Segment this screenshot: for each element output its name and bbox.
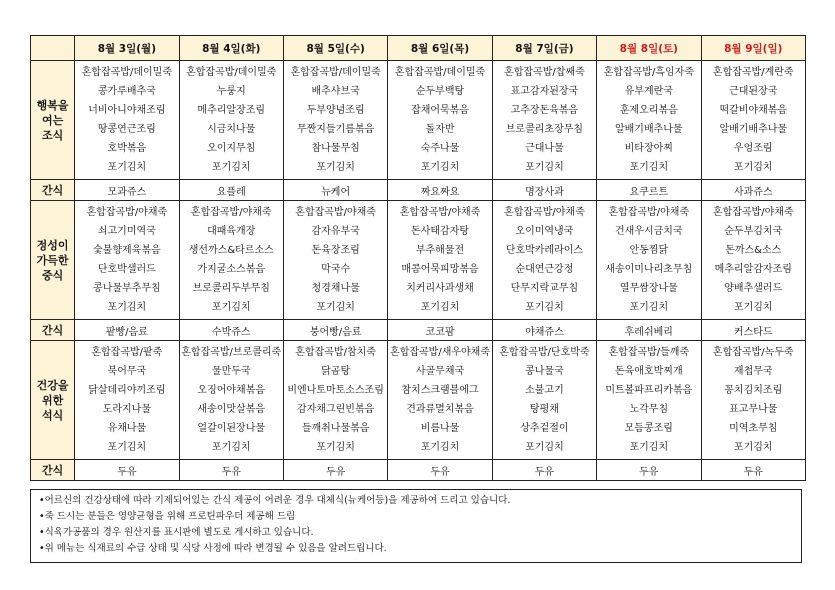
dish-item: 포기김치 [525,302,564,313]
snack-cell: 요쿠르트 [597,180,701,201]
dish-item: 얼갈이된장나물 [197,423,266,434]
meal-cell [492,341,596,460]
dish-item: 근대된장국 [729,86,778,97]
dish-item: 포기김치 [629,302,669,313]
dish-item: 비름나물 [420,423,460,434]
dish-item: 닭곰탕 [321,366,351,377]
note-line: •죽 드시는 분들은 영양균형을 위해 프로틴파우더 제공해 드림 [39,511,296,522]
corner-cell [31,36,75,61]
snack-cell: 후레쉬베리 [597,320,701,341]
snack-label: 간식 [31,180,75,201]
meal-cell [597,61,701,180]
day-header: 8월 5일(수) [283,36,387,61]
dish-item: 혼합잡곡밥/야채죽 [399,207,481,218]
dish-item: 혼합잡곡밥/야채죽 [504,207,585,218]
meal-cell [179,341,283,460]
dish-item: 혼합잡곡밥/단호박죽 [499,347,590,358]
meal-cell [179,61,283,180]
dish-item: 콩나물부추무침 [93,283,161,294]
dish-item: 비타장아찌 [624,143,673,154]
meal-label-line: 건강을 [36,378,69,392]
dish-item: 오이지무침 [207,143,256,154]
dish-item: 알배기배추나물 [614,124,683,135]
dish-item: 포기김치 [733,442,773,453]
dish-item: 돈육애호박찌개 [614,366,683,377]
snack-cell: 두유 [75,460,179,481]
meal-cell [75,201,179,320]
dish-item: 순두부김치국 [724,226,783,237]
meal-label-line: 가득한 [36,253,69,267]
dish-item: 참치스크램블에그 [401,385,479,396]
snack-cell: 두유 [597,460,701,481]
dish-item: 순두부백탕 [415,86,465,97]
dish-item: 혼합잡곡밥/찹쌔죽 [504,67,585,78]
dish-item: 단호박카레라이스 [505,245,584,256]
dish-item: 혼합잡곡밥/데이밀죽 [186,67,277,78]
snack-cell: 커스타드 [701,320,806,341]
dish-item: 포기김치 [420,302,460,313]
dish-item: 혼합잡곡밥/데이밀죽 [290,67,381,78]
dish-item: 포기김치 [107,442,147,453]
snack-cell: 야채쥬스 [492,320,596,341]
meal-cell [388,61,492,180]
dish-item: 너비아니야채조림 [88,105,166,116]
dish-item: 돈육장조림 [311,245,360,256]
dish-item: 고추장돈육볶음 [510,105,579,116]
dish-item: 떡갈비야채볶음 [719,105,788,116]
snack-label: 간식 [31,460,75,481]
meal-label-line: 여는 [41,113,64,127]
dish-item: 포기김치 [629,162,669,173]
dish-item: 혼합잡곡밥/데이밀죽 [81,67,172,78]
dish-item: 순대연근강정 [515,264,574,275]
snack-cell: 요플레 [179,180,283,201]
dish-item: 혼합잡곡밥/새우야채죽 [390,347,491,358]
dish-item: 매콤어묵피망볶음 [401,264,479,275]
meal-cell [701,61,806,180]
dish-item: 모듬콩조림 [624,423,673,434]
dish-item: 무짠지들기름볶음 [296,124,375,135]
dish-item: 부추해물전 [415,245,465,256]
dish-item: 오이미역냉국 [515,226,574,237]
dish-item: 잡채어묵볶음 [411,105,469,116]
dish-item: 꽁치김치조림 [724,385,783,396]
dish-item: 새송이맛살볶음 [197,404,266,415]
meal-label-line: 석식 [41,408,64,422]
dish-item: 대패육개장 [207,226,256,237]
dish-item: 감자유부국 [311,226,360,237]
dish-item: 혼합잡곡밥/팥죽 [91,347,163,358]
dish-item: 감자채그린빈볶음 [296,404,375,415]
dish-item: 콩나물국 [525,366,564,377]
snack-label: 간식 [31,320,75,341]
meal-label [31,61,75,180]
dish-item: 포기김치 [420,442,460,453]
dish-item: 미트볼파프리카볶음 [605,385,693,396]
dish-item: 브로콜리초장무침 [505,124,584,135]
dish-item: 숙주나물 [420,143,460,154]
snack-cell: 코코팜 [388,320,492,341]
dish-item: 알배기배추나물 [719,124,788,135]
snack-cell: 모과쥬스 [75,180,179,201]
meal-label [31,341,75,460]
dish-item: 혼합잡곡밥/야채죽 [712,207,794,218]
meal-label-line: 정성이 [36,238,69,252]
meal-row [31,201,806,320]
dish-item: 포기김치 [211,302,251,313]
dish-item: 안동찜닭 [629,245,669,256]
dish-item: 노각무침 [629,404,669,415]
snack-cell: 사과쥬스 [701,180,806,201]
dish-item: 오징어야채볶음 [197,385,266,396]
dish-item: 혼합잡곡밥/야채죽 [190,207,272,218]
snack-cell: 두유 [283,460,387,481]
weekly-menu-table [30,35,806,481]
meal-cell [179,201,283,320]
day-header: 8월 3일(월) [75,36,179,61]
dish-item: 북어무국 [107,366,147,377]
note-line: •어르신의 건강상태에 따라 기제되어있는 간식 제공이 어려운 경우 대체식(뉴케어등)을 제공하여 드리고 있습니다. [39,495,511,506]
dish-item: 훈제오리볶음 [619,105,678,116]
dish-item: 돈사태감자탕 [411,226,469,237]
day-header: 8월 6일(목) [388,36,492,61]
dish-item: 단무지락교무침 [510,283,579,294]
dish-item: 들깨취나물볶음 [301,423,370,434]
dish-item: 호박볶음 [107,143,147,154]
dish-item: 쇠고기미역국 [97,226,156,237]
meal-cell [283,341,387,460]
dish-item: 혼합잡곡밥/야채죽 [295,207,376,218]
dish-item: 유부계란국 [624,86,673,97]
dish-item: 포기김치 [107,162,147,173]
dish-item: 배추샤브국 [311,86,360,97]
meal-row [31,341,806,460]
meal-label-line: 위한 [41,393,64,407]
dish-item: 참나물무침 [311,143,360,154]
day-header-holiday: 8월 8일(토) [597,36,701,61]
dish-item: 탕평채 [529,404,559,415]
dish-item: 혼합잡곡밥/녹두죽 [712,347,794,358]
dish-item: 두부양념조림 [306,105,365,116]
snack-cell: 팥빵/음료 [75,320,179,341]
meal-cell [283,201,387,320]
dish-item: 포기김치 [316,162,355,173]
dish-item: 닭살데리야끼조림 [88,385,166,396]
dish-item: 메추리알장조림 [197,105,266,116]
meal-cell [701,341,806,460]
meal-label [31,201,75,320]
dish-item: 숯불향제육볶음 [93,245,161,256]
day-header: 8월 4일(화) [179,36,283,61]
snack-row [31,460,806,481]
meal-cell [492,201,596,320]
meal-label-line: 행복을 [36,98,69,112]
dish-item: 근대나물 [525,143,564,154]
dish-item: 콩가루배추국 [97,86,156,97]
dish-item: 메추리알감자조림 [714,264,792,275]
dish-item: 비엔나토마토소스조림 [287,385,384,396]
dish-item: 생선까스&타르소스 [188,245,274,256]
dish-item: 표고감자된장국 [510,86,579,97]
dish-item: 혼합잡곡밥/들깨죽 [608,347,690,358]
dish-item: 누룽지 [216,86,246,97]
meal-label-line: 중식 [41,268,64,282]
dish-item: 돌자반 [425,124,455,135]
dish-item: 열무쌈장나물 [619,283,678,294]
dish-item: 단호박샐러드 [97,264,156,275]
snack-cell: 두유 [388,460,492,481]
dish-item: 혼합잡곡밥/브로콜리죽 [181,347,282,358]
meal-cell [75,61,179,180]
meal-row [31,61,806,180]
dish-item: 양배추샐러드 [724,283,783,294]
dish-item: 포기김치 [733,162,773,173]
dish-item: 포기김치 [211,162,251,173]
day-header-row [31,36,806,61]
dish-item: 막국수 [321,264,351,275]
dish-item: 혼합잡곡밥/야채죽 [608,207,690,218]
meal-cell [492,61,596,180]
meal-cell [597,201,701,320]
note-line: •위 메뉴는 식재료의 수급 상태 및 식당 사정에 따라 변경될 수 있음을 알려드립니다. [39,543,387,554]
snack-cell: 두유 [492,460,596,481]
dish-item: 브로콜리두부무침 [192,283,270,294]
meal-cell [701,201,806,320]
dish-item: 땅콩연근조림 [97,124,156,135]
dish-item: 포기김치 [733,302,773,313]
meal-cell [75,341,179,460]
dish-item: 미역초무침 [729,423,778,434]
dish-item: 새송이미나리초무침 [605,264,693,275]
dish-item: 재첩무국 [733,366,773,377]
dish-item: 혼합잡곡밥/야채죽 [86,207,168,218]
dish-item: 포기김치 [316,302,355,313]
dish-item: 유채나물 [107,423,147,434]
note-line: •식육가공품의 경우 원산지를 표시판에 별도로 게시하고 있습니다. [39,527,314,538]
day-header-holiday: 8월 9일(일) [701,36,806,61]
snack-cell: 두유 [179,460,283,481]
snack-cell: 두유 [701,460,806,481]
dish-item: 혼합잡곡밥/데이밀죽 [394,67,486,78]
dish-item: 도라지나물 [102,404,151,415]
dish-item: 포기김치 [629,442,669,453]
dish-item: 포기김치 [420,162,460,173]
dish-item: 돈까스&소스 [725,245,782,256]
dish-item: 표고무나물 [729,404,778,415]
dish-item: 청경채나물 [311,283,360,294]
dish-item: 포기김치 [107,302,147,313]
dish-item: 시금치나물 [207,124,256,135]
meal-cell [388,201,492,320]
snack-cell: 명장사과 [492,180,596,201]
day-header: 8월 7일(금) [492,36,596,61]
meal-cell [283,61,387,180]
snack-row [31,180,806,201]
dish-item: 건새우시금치국 [614,226,683,237]
dish-item: 사골무채국 [415,366,465,377]
dish-item: 상추겉절이 [520,423,569,434]
dish-item: 포기김치 [525,162,564,173]
meal-label-line: 조식 [41,128,64,142]
meal-cell [388,341,492,460]
dish-item: 치커리사과생채 [406,283,474,294]
dish-item: 물만두국 [211,366,251,377]
notes-box [30,489,802,563]
meal-cell [597,341,701,460]
dish-item: 가지굴소스볶음 [197,264,266,275]
dish-item: 포기김치 [211,442,251,453]
dish-item: 포기김치 [316,442,355,453]
snack-cell: 수박쥬스 [179,320,283,341]
dish-item: 혼합잡곡밥/참치죽 [295,347,376,358]
dish-item: 우엉조림 [733,143,773,154]
dish-item: 포기김치 [525,442,564,453]
snack-cell: 뉴케어 [283,180,387,201]
snack-cell: 붕어빵/음료 [283,320,387,341]
dish-item: 견과류멸치볶음 [406,404,474,415]
snack-row [31,320,806,341]
dish-item: 혼합잡곡밥/계란죽 [712,67,794,78]
snack-cell: 짜요짜요 [388,180,492,201]
dish-item: 혼합잡곡밥/흑임자죽 [603,67,694,78]
dish-item: 소불고기 [525,385,564,396]
